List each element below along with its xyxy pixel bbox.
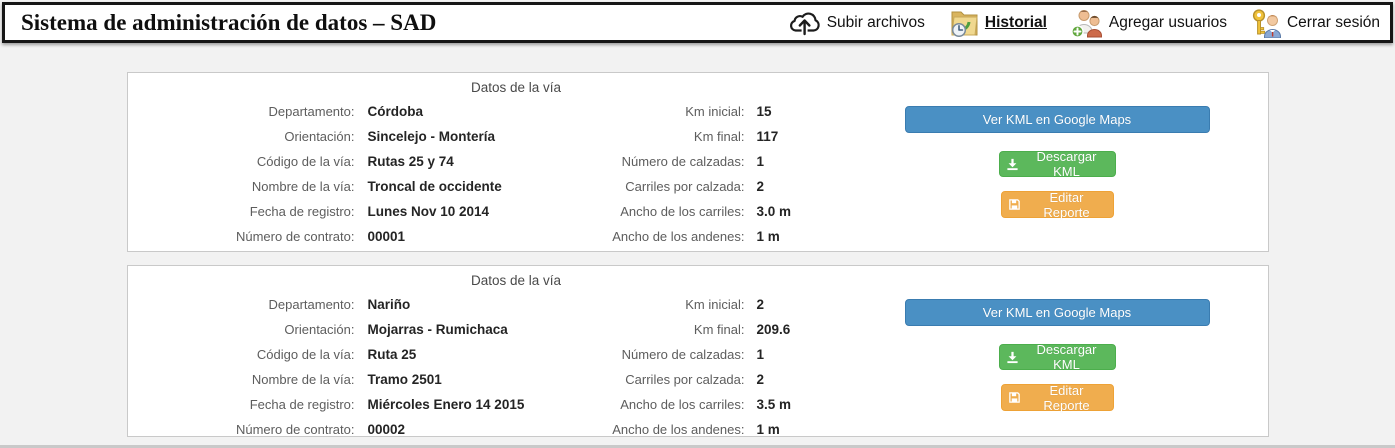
field-label: Fecha de registro: (249, 204, 355, 219)
field-value: Ruta 25 (367, 347, 417, 362)
field-label: Carriles por calzada: (625, 372, 745, 387)
nav-item-subir-archivos[interactable] (788, 9, 925, 36)
field-row (590, 417, 905, 442)
field-value: 2 (756, 179, 765, 194)
fields-column-left (128, 292, 590, 442)
field-value: 2 (756, 372, 765, 387)
nav-label: Subir archivos (826, 13, 925, 31)
save-icon (1008, 198, 1021, 211)
field-label: Km inicial: (685, 104, 745, 119)
field-value: Córdoba (367, 104, 423, 119)
field-label: Nombre de la vía: (251, 179, 355, 194)
field-row (128, 417, 590, 442)
field-label: Km final: (693, 129, 745, 144)
field-label: Ancho de los andenes: (612, 229, 745, 244)
download-kml-button[interactable] (999, 151, 1116, 177)
view-kml-button[interactable] (905, 299, 1210, 326)
field-label: Número de contrato: (235, 229, 355, 244)
nav-item-agregar-usuarios[interactable] (1071, 8, 1227, 38)
top-bar (2, 2, 1393, 43)
cloud-upload-icon (788, 9, 822, 36)
field-value: Lunes Nov 10 2014 (367, 204, 490, 219)
button-label: Descargar KML (1036, 149, 1097, 179)
field-label: Carriles por calzada: (625, 179, 745, 194)
field-value: Rutas 25 y 74 (367, 154, 454, 169)
save-icon (1008, 391, 1021, 404)
nav-item-historial[interactable] (949, 8, 1047, 38)
road-data-card-2 (127, 265, 1269, 437)
field-value: 2 (756, 297, 765, 312)
field-row (128, 367, 590, 392)
field-row (590, 317, 905, 342)
fields-column-middle (590, 292, 905, 442)
nav-label: Historial (984, 13, 1047, 31)
app-title: Sistema de administración de datos – SAD (21, 9, 437, 35)
field-row (590, 99, 905, 124)
nav-label: Agregar usuarios (1108, 13, 1227, 31)
download-kml-button[interactable] (999, 344, 1116, 370)
field-label: Km inicial: (685, 297, 745, 312)
field-row (590, 292, 905, 317)
add-users-icon (1071, 8, 1104, 38)
field-row (590, 174, 905, 199)
field-value: 15 (756, 104, 772, 119)
field-value: Nariño (367, 297, 411, 312)
field-label: Orientación: (284, 129, 355, 144)
card-buttons (905, 266, 1210, 411)
field-row (128, 317, 590, 342)
view-kml-button[interactable] (905, 106, 1210, 133)
field-row (128, 224, 590, 249)
edit-report-button[interactable] (1001, 384, 1114, 411)
main-content (0, 43, 1395, 437)
field-value: Sincelejo - Montería (367, 129, 496, 144)
field-row (128, 342, 590, 367)
field-label: Departamento: (268, 297, 355, 312)
field-label: Ancho de los carriles: (620, 397, 745, 412)
button-label: Editar Reporte (1043, 382, 1090, 413)
field-value: 1 (756, 154, 765, 169)
field-label: Nombre de la vía: (251, 372, 355, 387)
field-value: 1 (756, 347, 765, 362)
field-row (128, 392, 590, 417)
field-row (128, 149, 590, 174)
field-value: 1 m (756, 422, 780, 437)
field-row (590, 392, 905, 417)
field-label: Ancho de los carriles: (620, 204, 745, 219)
road-data-card-1 (127, 72, 1269, 252)
field-value: 00001 (367, 229, 406, 244)
field-value: Troncal de occidente (367, 179, 502, 194)
card-title: Datos de la vía (470, 273, 562, 288)
field-value: 1 m (756, 229, 780, 244)
field-label: Número de calzadas: (621, 347, 745, 362)
field-value: 209.6 (756, 322, 791, 337)
button-label: Descargar KML (1036, 342, 1097, 372)
field-row (590, 342, 905, 367)
field-value: Miércoles Enero 14 2015 (367, 397, 525, 412)
history-folder-icon (949, 8, 980, 38)
field-label: Departamento: (268, 104, 355, 119)
card-title: Datos de la vía (470, 80, 562, 95)
field-label: Ancho de los andenes: (612, 422, 745, 437)
logout-key-icon (1251, 8, 1282, 38)
field-row (128, 99, 590, 124)
field-row (128, 124, 590, 149)
field-label: Fecha de registro: (249, 397, 355, 412)
field-label: Km final: (693, 322, 745, 337)
field-value: 117 (756, 129, 779, 144)
fields-column-left (128, 99, 590, 249)
field-row (590, 367, 905, 392)
field-value: Mojarras - Rumichaca (367, 322, 508, 337)
field-value: 3.0 m (756, 204, 792, 219)
header-nav (788, 8, 1380, 38)
nav-item-cerrar-sesion[interactable] (1251, 8, 1380, 38)
field-value: 3.5 m (756, 397, 792, 412)
field-label: Número de calzadas: (621, 154, 745, 169)
field-row (128, 292, 590, 317)
fields-column-middle (590, 99, 905, 249)
edit-report-button[interactable] (1001, 191, 1114, 218)
nav-label: Cerrar sesión (1286, 13, 1380, 31)
field-value: Tramo 2501 (367, 372, 442, 387)
field-label: Orientación: (284, 322, 355, 337)
field-row (590, 199, 905, 224)
field-row (590, 224, 905, 249)
download-icon (1006, 351, 1019, 364)
field-value: 00002 (367, 422, 406, 437)
field-label: Número de contrato: (235, 422, 355, 437)
field-label: Código de la vía: (256, 154, 355, 169)
card-buttons (905, 73, 1210, 218)
field-label: Código de la vía: (256, 347, 355, 362)
field-row (590, 124, 905, 149)
field-row (128, 174, 590, 199)
field-row (128, 199, 590, 224)
field-row (590, 149, 905, 174)
button-label: Ver KML en Google Maps (982, 112, 1132, 127)
download-icon (1006, 158, 1019, 171)
button-label: Editar Reporte (1043, 189, 1090, 220)
button-label: Ver KML en Google Maps (982, 305, 1132, 320)
